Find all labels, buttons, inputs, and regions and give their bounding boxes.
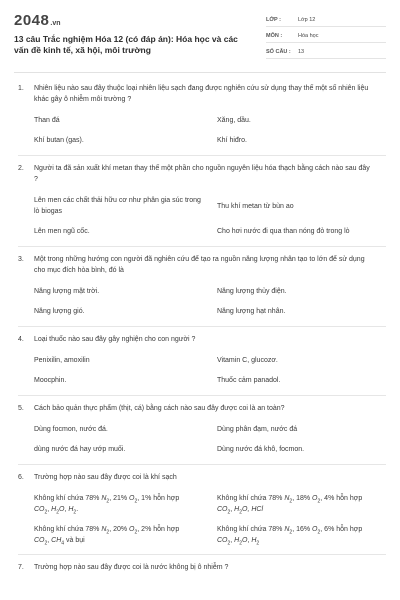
document-header bbox=[14, 12, 386, 73]
option-text: Không khí chứa 78% bbox=[34, 494, 102, 502]
formula-subscript: 2 bbox=[227, 509, 231, 516]
option-text: . bbox=[76, 505, 79, 513]
formula-subscript: 2 bbox=[289, 498, 293, 505]
answer-option[interactable]: Dùng focmon, nước đá. bbox=[34, 426, 108, 434]
formula-symbol: H bbox=[234, 505, 240, 513]
answer-option[interactable]: Xăng, dầu. bbox=[217, 117, 251, 125]
question-3 bbox=[18, 254, 386, 327]
answer-option[interactable]: Thuốc cảm panadol. bbox=[217, 377, 281, 385]
answer-option[interactable]: Năng lượng thủy điện. bbox=[217, 288, 287, 296]
question-text: Loại thuốc nào sau đây gây nghiện cho con người ? bbox=[34, 336, 196, 344]
option-text: , 2% hỗn hợp bbox=[137, 525, 180, 533]
question-7 bbox=[18, 562, 386, 573]
option-text: , bbox=[64, 505, 69, 513]
formula-symbol: H bbox=[68, 505, 74, 513]
answer-option[interactable]: Khí butan (gas). bbox=[34, 137, 84, 145]
formula-subscript: 2 bbox=[134, 529, 138, 536]
question-number: 7. bbox=[18, 564, 24, 572]
question-divider bbox=[18, 464, 386, 465]
question-number: 3. bbox=[18, 255, 24, 263]
option-text: , bbox=[47, 505, 52, 513]
answer-options bbox=[18, 483, 386, 546]
question-text: Trường hợp nào sau đây được coi là nước không bị ô nhiễm ? bbox=[34, 564, 229, 572]
meta-row-count bbox=[266, 46, 386, 59]
answer-options bbox=[18, 345, 386, 387]
question-1 bbox=[18, 83, 386, 156]
option-text: , 20% bbox=[109, 525, 130, 533]
question-divider bbox=[18, 326, 386, 327]
formula-symbol: O bbox=[312, 494, 318, 502]
formula-symbol: N bbox=[101, 525, 107, 533]
option-text: , 6% hỗn hợp bbox=[320, 525, 363, 533]
answer-option[interactable]: Dùng phân đạm, nước đá bbox=[217, 426, 298, 434]
question-number: 6. bbox=[18, 473, 24, 481]
document-meta bbox=[266, 14, 386, 62]
formula-symbol: O bbox=[242, 536, 248, 544]
option-text: , 18% bbox=[292, 494, 313, 502]
meta-value: 13 bbox=[298, 49, 305, 55]
formula-symbol: N bbox=[101, 494, 107, 502]
formula-subscript: 2 bbox=[134, 498, 138, 505]
question-6 bbox=[18, 472, 386, 556]
formula-symbol: H bbox=[251, 536, 257, 544]
formula-symbol: H bbox=[51, 505, 57, 513]
question-divider bbox=[18, 554, 386, 555]
formula-subscript: 2 bbox=[106, 498, 110, 505]
question-2 bbox=[18, 163, 386, 247]
formula-symbol: CO bbox=[217, 536, 228, 544]
option-text: Không khí chứa 78% bbox=[217, 525, 285, 533]
formula-subscript: 2 bbox=[44, 509, 48, 516]
option-text: Không khí chứa 78% bbox=[34, 525, 102, 533]
formula-subscript: 2 bbox=[227, 539, 231, 546]
formula-subscript: 2 bbox=[256, 539, 260, 546]
formula-symbol: CH bbox=[51, 536, 62, 544]
option-text: Không khí chứa 78% bbox=[217, 494, 285, 502]
answer-option[interactable]: Moocphin. bbox=[34, 377, 67, 385]
option-text: , 4% hỗn hợp bbox=[320, 494, 363, 502]
question-divider bbox=[18, 155, 386, 156]
option-text: , bbox=[47, 536, 52, 544]
answer-option[interactable]: dùng nước đá hay ướp muối. bbox=[34, 445, 126, 453]
meta-value: Lớp 12 bbox=[298, 17, 316, 23]
formula-symbol: O bbox=[129, 525, 135, 533]
answer-option[interactable]: Than đá bbox=[34, 117, 60, 125]
formula-symbol: CO bbox=[34, 505, 45, 513]
answer-option[interactable] bbox=[34, 525, 203, 547]
option-text: , 16% bbox=[292, 525, 313, 533]
question-5 bbox=[18, 403, 386, 465]
question-number: 2. bbox=[18, 165, 24, 173]
answer-option[interactable]: Vitamin C, glucozơ. bbox=[217, 357, 278, 365]
formula-symbol: O bbox=[129, 494, 135, 502]
answer-option[interactable]: Khí hiđro. bbox=[217, 137, 247, 145]
formula-symbol: CO bbox=[34, 536, 45, 544]
answer-options bbox=[18, 414, 386, 456]
question-number: 1. bbox=[18, 85, 24, 92]
formula-subscript: 2 bbox=[239, 539, 243, 546]
answer-option[interactable]: Lên men các chất thải hữu cơ như phân gia súc trong lò biogas bbox=[34, 197, 201, 216]
answer-options bbox=[18, 185, 386, 238]
logo-suffix: .vn bbox=[50, 20, 61, 27]
formula-subscript: 2 bbox=[317, 498, 321, 505]
question-list bbox=[14, 73, 386, 574]
formula-symbol: H bbox=[234, 536, 240, 544]
header-left bbox=[14, 12, 249, 57]
formula-subscript: 2 bbox=[106, 529, 110, 536]
question-divider bbox=[18, 246, 386, 247]
option-text: , bbox=[230, 505, 235, 513]
formula-symbol: N bbox=[284, 494, 290, 502]
question-text: Trường hợp nào sau đây được coi là khí sạch bbox=[34, 473, 177, 481]
formula-subscript: 4 bbox=[61, 539, 65, 546]
option-text: , HCl bbox=[247, 505, 264, 513]
formula-subscript: 2 bbox=[56, 509, 60, 516]
option-text: , 21% bbox=[109, 494, 130, 502]
question-text: Nhiên liệu nào sau đây thuộc loại nhiên liệu sạch đang được nghiên cứu sử dụng thay thế một số nhiên liệu khác gây ô nhiễm môi trường ? bbox=[34, 85, 369, 104]
option-text: , bbox=[247, 536, 252, 544]
question-text: Người ta đã sản xuất khí metan thay thế một phần cho nguồn nguyên liệu hóa thạch bằng cách nào sau đây ? bbox=[34, 165, 370, 184]
answer-option[interactable]: Dùng nước đá khô, focmon. bbox=[217, 445, 305, 453]
meta-label: MÔN : bbox=[266, 33, 283, 39]
formula-subscript: 2 bbox=[317, 529, 321, 536]
answer-option[interactable] bbox=[217, 525, 386, 547]
question-number: 5. bbox=[18, 404, 24, 412]
answer-option[interactable] bbox=[34, 494, 203, 516]
option-text: , 1% hỗn hợp bbox=[137, 494, 180, 502]
formula-subscript: 2 bbox=[289, 529, 293, 536]
answer-option[interactable]: Thu khí metan từ bùn ao bbox=[217, 202, 294, 210]
meta-label: LỚP : bbox=[266, 17, 281, 23]
question-4 bbox=[18, 334, 386, 396]
answer-options bbox=[18, 105, 386, 147]
meta-row-class bbox=[266, 14, 386, 27]
answer-option[interactable]: Cho hơi nước đi qua than nóng đỏ trong lò bbox=[217, 228, 350, 236]
site-logo[interactable] bbox=[14, 12, 249, 29]
answer-option[interactable]: Penixilin, amoxilin bbox=[34, 357, 90, 365]
question-divider bbox=[18, 395, 386, 396]
document-title: 13 câu Trắc nghiệm Hóa 12 (có đáp án): Hóa học và các vấn đề kinh tế, xã hội, môi trường bbox=[14, 34, 238, 56]
answer-option[interactable]: Năng lượng hạt nhân. bbox=[217, 308, 286, 316]
logo-text: 2048 bbox=[14, 12, 50, 29]
formula-symbol: CO bbox=[217, 505, 228, 513]
answer-option[interactable]: Lên men ngũ cốc. bbox=[34, 228, 90, 236]
answer-option[interactable]: Năng lượng gió. bbox=[34, 308, 85, 316]
answer-option[interactable]: Năng lượng mặt trời. bbox=[34, 288, 100, 296]
meta-row-subject bbox=[266, 30, 386, 43]
formula-subscript: 2 bbox=[239, 509, 243, 516]
answer-option[interactable] bbox=[217, 494, 386, 516]
answer-options bbox=[18, 276, 386, 318]
formula-symbol: O bbox=[312, 525, 318, 533]
formula-subscript: 2 bbox=[73, 509, 77, 516]
meta-label: SỐ CÂU : bbox=[266, 49, 291, 55]
option-text: , bbox=[230, 536, 235, 544]
question-text: Cách bảo quản thực phẩm (thịt, cá) bằng cách nào sau đây được coi là an toàn? bbox=[34, 404, 285, 412]
formula-subscript: 2 bbox=[44, 539, 48, 546]
formula-symbol: O bbox=[59, 505, 65, 513]
question-text: Một trong những hướng con người đã nghiên cứu để tạo ra nguồn năng lượng nhân tạo to lớn để sử dụng cho mục đích hòa bình, đó là bbox=[34, 255, 365, 275]
formula-symbol: N bbox=[284, 525, 290, 533]
meta-value: Hóa học bbox=[298, 33, 319, 39]
question-number: 4. bbox=[18, 336, 24, 344]
option-text: và bụi bbox=[64, 536, 85, 544]
formula-symbol: O bbox=[242, 505, 248, 513]
